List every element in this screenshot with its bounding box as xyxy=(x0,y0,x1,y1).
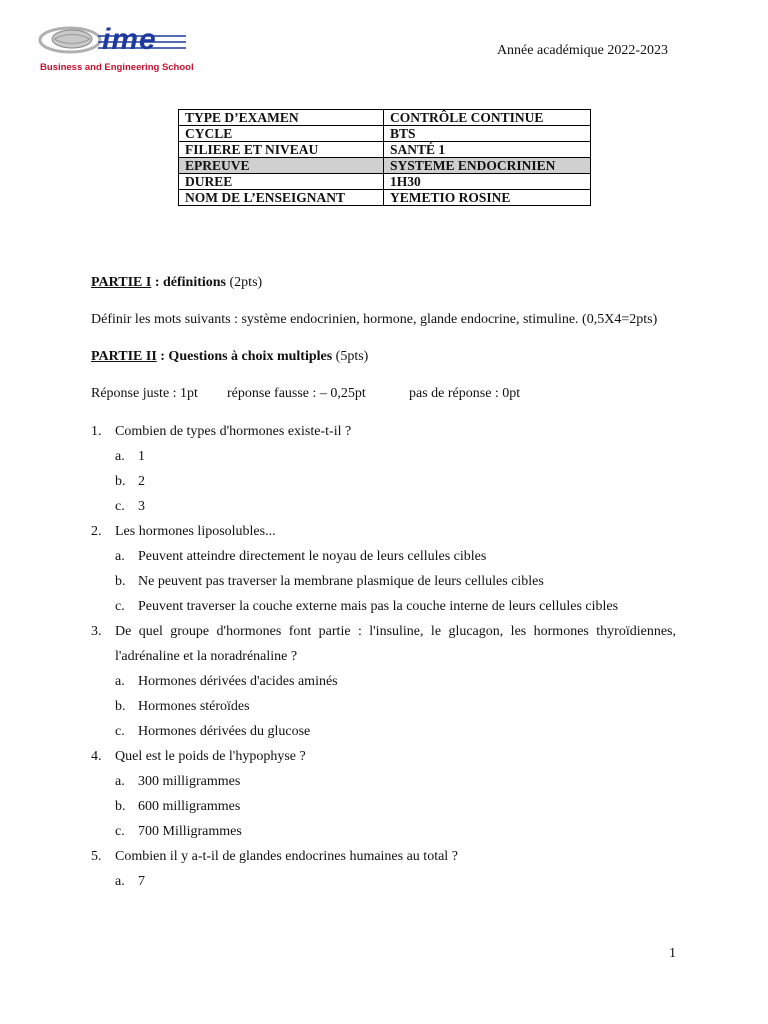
option-letter: c. xyxy=(115,724,125,739)
info-value: SANTÉ 1 xyxy=(384,142,591,158)
grading-wrong: réponse fausse : – 0,25pt xyxy=(227,386,366,401)
question-number: 4. xyxy=(91,749,102,764)
info-label: CYCLE xyxy=(179,126,384,142)
info-label: EPREUVE xyxy=(179,158,384,174)
part1-instructions: Définir les mots suivants : système endocrinien, hormone, glande endocrine, stimuline. (0,5X4=2pts) xyxy=(91,312,658,327)
grading-correct: Réponse juste : 1pt xyxy=(91,386,198,401)
question-item xyxy=(91,844,676,869)
school-logo xyxy=(38,22,220,78)
answer-option xyxy=(91,819,676,844)
question-text: Combien de types d'hormones existe-t-il ? xyxy=(115,424,352,439)
info-label: TYPE D’EXAMEN xyxy=(179,110,384,126)
option-letter: b. xyxy=(115,799,126,814)
info-label: FILIERE ET NIVEAU xyxy=(179,142,384,158)
part2-heading: PARTIE II : Questions à choix multiples (5pts) xyxy=(91,349,369,364)
answer-option xyxy=(91,669,676,694)
answer-option xyxy=(91,869,676,894)
option-letter: a. xyxy=(115,674,125,689)
info-label: NOM DE L’ENSEIGNANT xyxy=(179,190,384,206)
question-text: Quel est le poids de l'hypophyse ? xyxy=(115,749,306,764)
option-letter: c. xyxy=(115,824,125,839)
question-number: 3. xyxy=(91,624,102,639)
answer-option xyxy=(91,569,676,594)
option-text: Peuvent atteindre directement le noyau de leurs cellules cibles xyxy=(138,549,487,564)
option-letter: b. xyxy=(115,574,126,589)
grading-scale xyxy=(91,381,676,406)
option-letter: c. xyxy=(115,599,125,614)
option-text: Hormones stéroïdes xyxy=(138,699,250,714)
question-number: 5. xyxy=(91,849,102,864)
question-item xyxy=(91,519,676,544)
option-text: 1 xyxy=(138,449,145,464)
option-text: 3 xyxy=(138,499,145,514)
academic-year: Année académique 2022-2023 xyxy=(496,43,668,58)
info-value: BTS xyxy=(384,126,591,142)
answer-option xyxy=(91,694,676,719)
answer-option xyxy=(91,594,676,619)
option-letter: b. xyxy=(115,699,126,714)
option-text: 7 xyxy=(138,874,145,889)
option-letter: a. xyxy=(115,774,125,789)
info-value: SYSTEME ENDOCRINIEN xyxy=(384,158,591,174)
info-value: CONTRÔLE CONTINUE xyxy=(384,110,591,126)
option-text: 600 milligrammes xyxy=(138,799,241,814)
grading-none: pas de réponse : 0pt xyxy=(409,386,521,401)
option-text: Ne peuvent pas traverser la membrane plasmique de leurs cellules cibles xyxy=(138,574,544,589)
exam-info-table xyxy=(178,109,591,206)
option-text: 2 xyxy=(138,474,145,489)
question-item xyxy=(91,744,676,769)
option-letter: a. xyxy=(115,549,125,564)
table-row xyxy=(179,142,591,158)
question-text: De quel groupe d'hormones font partie : l'insuline, le glucagon, les hormones thyroïdiennes, l'adrénaline et la noradrénaline ? xyxy=(115,624,676,664)
part1-heading: PARTIE I : définitions (2pts) xyxy=(91,275,263,290)
option-text: Peuvent traverser la couche externe mais pas la couche interne de leurs cellules cibles xyxy=(138,599,619,614)
answer-option xyxy=(91,719,676,744)
answer-option xyxy=(91,494,676,519)
option-letter: a. xyxy=(115,874,125,889)
question-item xyxy=(91,619,676,669)
table-row xyxy=(179,110,591,126)
question-number: 2. xyxy=(91,524,102,539)
question-text: Combien il y a-t-il de glandes endocrines humaines au total ? xyxy=(115,849,458,864)
table-row xyxy=(179,158,591,174)
question-item xyxy=(91,419,676,444)
info-value: YEMETIO ROSINE xyxy=(384,190,591,206)
option-text: 300 milligrammes xyxy=(138,774,241,789)
exam-content xyxy=(91,270,676,894)
option-letter: a. xyxy=(115,449,125,464)
option-text: Hormones dérivées du glucose xyxy=(138,724,311,739)
question-number: 1. xyxy=(91,424,102,439)
answer-option xyxy=(91,769,676,794)
answer-option xyxy=(91,794,676,819)
table-row xyxy=(179,126,591,142)
info-label: DUREE xyxy=(179,174,384,190)
option-letter: b. xyxy=(115,474,126,489)
option-letter: c. xyxy=(115,499,125,514)
answer-option xyxy=(91,469,676,494)
question-list xyxy=(91,419,676,894)
question-text: Les hormones liposolubles... xyxy=(115,524,276,539)
info-value: 1H30 xyxy=(384,174,591,190)
page-number: 1 xyxy=(669,946,676,961)
logo-subtitle: Business and Engineering School xyxy=(40,62,194,73)
option-text: Hormones dérivées d'acides aminés xyxy=(138,674,338,689)
option-text: 700 Milligrammes xyxy=(138,824,242,839)
logo-wordmark: ime xyxy=(102,23,157,56)
answer-option xyxy=(91,544,676,569)
table-row xyxy=(179,174,591,190)
table-row xyxy=(179,190,591,206)
answer-option xyxy=(91,444,676,469)
